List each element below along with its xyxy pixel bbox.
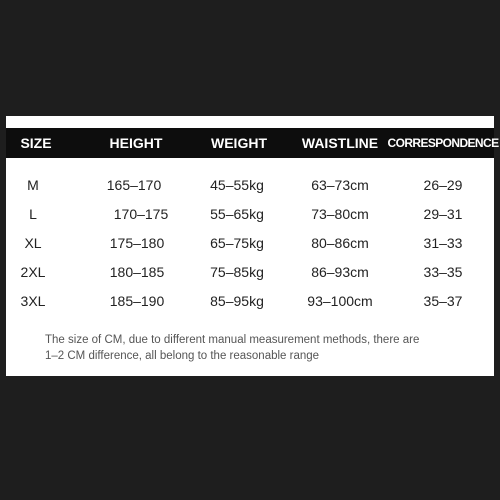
height-cell: 165–170 (106, 177, 162, 193)
note-line-1: The size of CM, due to different manual measurement methods, there are (45, 334, 420, 346)
height-cell: 175–180 (109, 235, 165, 251)
height-cell: 170–175 (113, 206, 169, 222)
size-cell: L (29, 206, 37, 222)
table-row (6, 200, 494, 229)
waistline-cell: 80–86cm (311, 235, 369, 251)
correspondence-cell: 35–37 (423, 293, 463, 309)
table-row (6, 258, 494, 287)
height-cell: 185–190 (109, 293, 165, 309)
size-chart-card (6, 116, 499, 376)
table-header (6, 128, 499, 158)
weight-cell: 85–95kg (210, 293, 264, 309)
height-cell: 180–185 (109, 264, 165, 280)
waistline-cell: 93–100cm (307, 293, 373, 309)
table-row (6, 229, 494, 258)
table-row (6, 287, 494, 316)
size-cell: 3XL (20, 293, 46, 309)
header-weight: WEIGHT (211, 135, 267, 151)
waistline-cell: 73–80cm (311, 206, 369, 222)
measurement-note (45, 332, 485, 364)
weight-cell: 55–65kg (210, 206, 264, 222)
weight-cell: 45–55kg (210, 177, 264, 193)
note-line-2: 1–2 CM difference, all belong to the reasonable range (45, 350, 320, 362)
size-cell: M (27, 177, 39, 193)
header-correspondence: CORRESPONDENCE (387, 136, 499, 150)
weight-cell: 75–85kg (210, 264, 264, 280)
waistline-cell: 86–93cm (311, 264, 369, 280)
header-height: HEIGHT (109, 135, 163, 151)
correspondence-cell: 31–33 (423, 235, 463, 251)
size-cell: XL (24, 235, 42, 251)
header-size: SIZE (20, 135, 52, 151)
weight-cell: 65–75kg (210, 235, 264, 251)
table-body (6, 171, 494, 316)
table-row (6, 171, 494, 200)
correspondence-cell: 33–35 (423, 264, 463, 280)
waistline-cell: 63–73cm (311, 177, 369, 193)
correspondence-cell: 26–29 (423, 177, 463, 193)
header-waistline: WAISTLINE (301, 135, 379, 151)
correspondence-cell: 29–31 (423, 206, 463, 222)
size-cell: 2XL (20, 264, 46, 280)
